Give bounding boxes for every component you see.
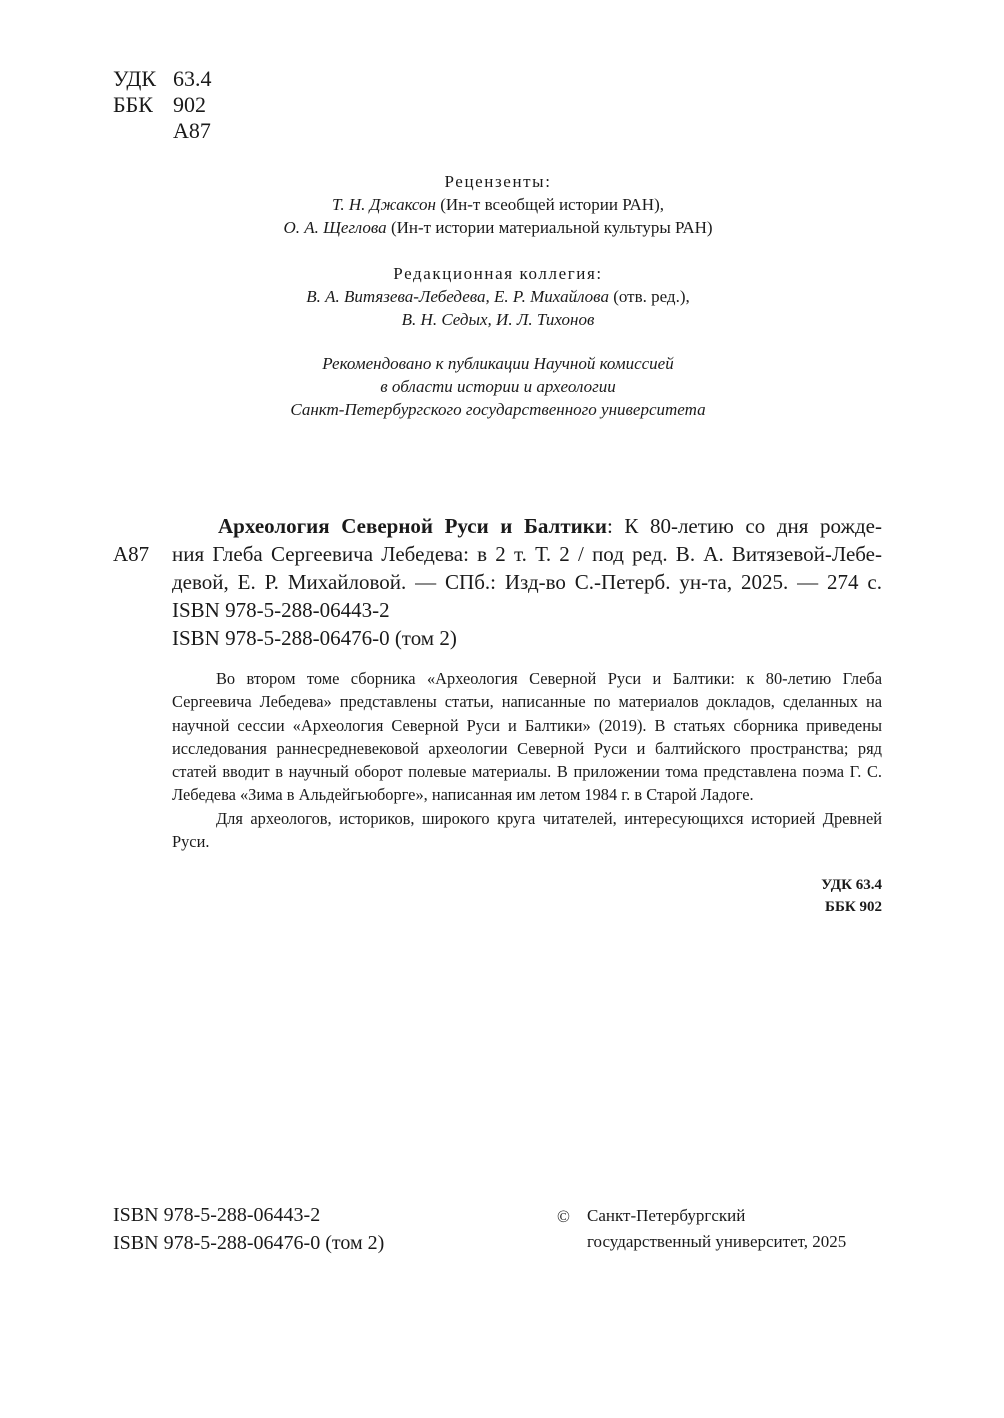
- reviewers-heading: Рецензенты:: [444, 172, 552, 191]
- abstract-paragraph-2: Для археологов, историков, широкого круга читателей, интересующихся историей Древней Руси.: [172, 808, 882, 852]
- reviewer-name-1: Т. Н. Джаксон: [332, 195, 436, 214]
- footer-isbn-2: ISBN 978-5-288-06476-0 (том 2): [113, 1232, 385, 1254]
- catalog-title: Археология Северной Руси и Балтики: [218, 514, 607, 538]
- catalog-isbn-1: ISBN 978-5-288-06443-2: [172, 598, 390, 622]
- editorial-board-heading: Редакционная коллегия:: [393, 264, 603, 283]
- udk-row: [113, 66, 212, 92]
- catalog-line-3: девой, Е. Р. Михайловой. — СПб.: Изд-во С.-Петерб. ун-та, 2025. — 274 с.: [172, 570, 882, 594]
- bbk-block: [700, 874, 882, 918]
- author-mark-row: [113, 118, 212, 144]
- editorial-board-block: [113, 262, 883, 331]
- reviewer-name-2: О. А. Щеглова: [283, 218, 387, 237]
- copyright-block: [587, 1203, 846, 1255]
- catalog-subtitle: : К 80-летию со дня рожде-: [606, 514, 882, 538]
- editorial-board-line-1: [113, 285, 883, 308]
- bbk-row: [113, 92, 212, 118]
- classification-codes: [113, 66, 212, 144]
- reviewers-block: [113, 170, 883, 239]
- editorial-board-line-2: В. Н. Седых, И. Л. Тихонов: [401, 310, 595, 329]
- copyright-line-1: Санкт-Петербургский: [587, 1206, 746, 1225]
- bbk-block-udk: УДК 63.4: [821, 877, 882, 893]
- recommendation-block: [113, 352, 883, 421]
- author-mark: А87: [173, 118, 211, 143]
- bbk-label: ББК: [113, 92, 153, 117]
- catalog-line-1: [172, 512, 882, 540]
- bbk-value: 902: [173, 92, 206, 117]
- recommendation-line-1: Рекомендовано к публикации Научной комиссией: [322, 354, 674, 373]
- abstract-paragraph-1: Во втором томе сборника «Археология Северной Руси и Балтики: к 80-летию Глеба Сергеевича Лебедева» представлены статьи, написанные по материалов докладов, сделанных на научной сессии «Археология Северной Руси и Балтики» (2019). В статьях сборника приведены исследования раннесредневековой археологии Северной Руси и балтийского пространства; ряд статей вводит в научный оборот полевые материалы. В приложении тома представлена поэма Г. С. Лебедева «Зима в Альдейгьюборге», написанная им летом 1984 г. в Старой Ладоге.: [172, 669, 882, 805]
- reviewer-affiliation-1: (Ин-т всеобщей истории РАН),: [435, 195, 664, 214]
- copyright-icon: ©: [557, 1207, 570, 1226]
- copyright-line-2: государственный университет, 2025: [587, 1232, 847, 1251]
- udk-label: УДК: [113, 66, 157, 91]
- footer-isbn-1: ISBN 978-5-288-06443-2: [113, 1204, 321, 1226]
- reviewer-line-1: [113, 193, 883, 216]
- recommendation-line-2: в области истории и археологии: [380, 377, 616, 396]
- catalog-author-mark: А87: [113, 542, 150, 566]
- reviewer-line-2: [113, 216, 883, 239]
- abstract: [172, 667, 882, 853]
- recommendation-line-3: Санкт-Петербургского государственного университета: [290, 400, 706, 419]
- editorial-board-names-1: В. А. Витязева-Лебедева, Е. Р. Михайлова: [306, 287, 609, 306]
- editorial-board-role: (отв. ред.),: [608, 287, 690, 306]
- footer-isbn-block: [113, 1201, 384, 1257]
- udk-value: 63.4: [173, 66, 212, 91]
- catalog-isbn-2: ISBN 978-5-288-06476-0 (том 2): [172, 626, 457, 650]
- reviewer-affiliation-2: (Ин-т истории материальной культуры РАН): [386, 218, 713, 237]
- catalog-entry: [172, 512, 882, 652]
- catalog-line-2: ния Глеба Сергеевича Лебедева: в 2 т. Т. 2 / под ред. В. А. Витязевой-Лебе-: [172, 542, 882, 566]
- bbk-block-bbk: ББК 902: [825, 899, 882, 915]
